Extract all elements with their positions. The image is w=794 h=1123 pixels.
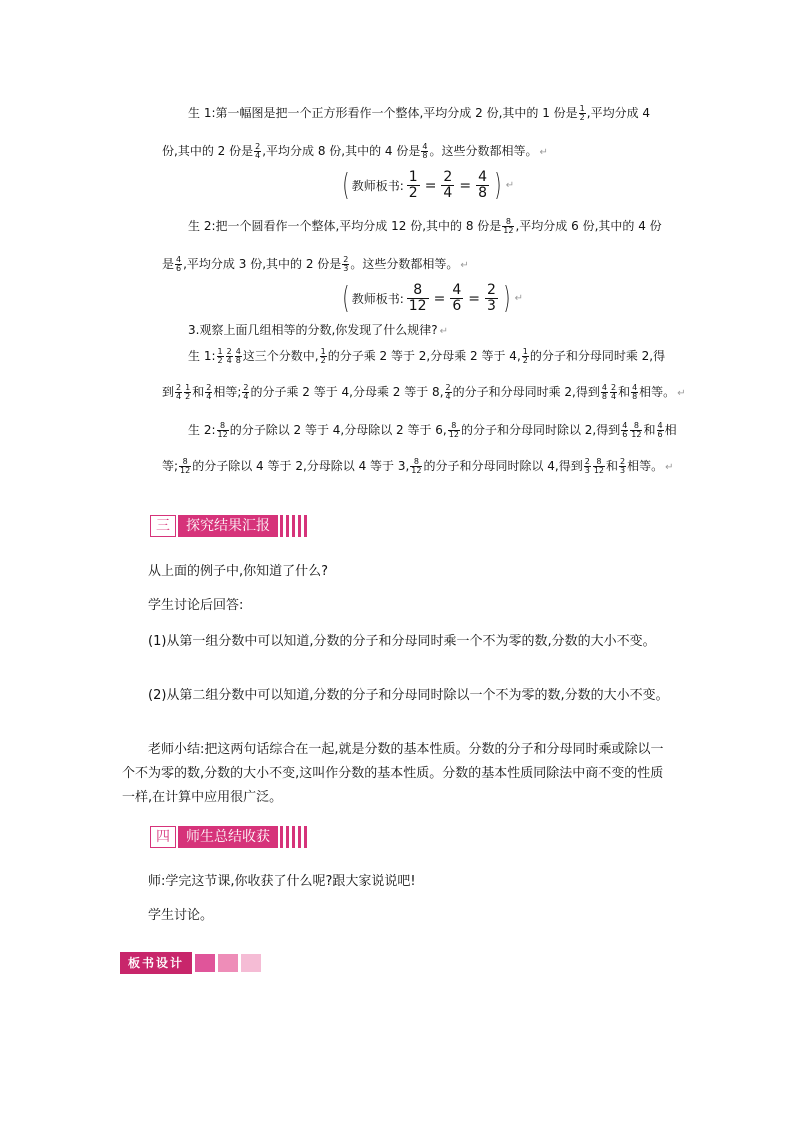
board-design-label: 板书设计 <box>120 952 192 974</box>
fraction: $\frac{8}{12}$ <box>631 421 642 439</box>
answer2-line1: 生 2: $\frac{8}{12}$ 的分子除以 2 等于 4,分母除以 2 等于 6, $\frac{8}{12}$ 的分子和分母同时除以 2,得到 $\frac{4}{6}$ $\frac{8}{12}$ 和 $\frac{4}{6}$ 相 <box>188 421 677 439</box>
board-fraction: $\frac{4}{8}$ <box>478 169 487 201</box>
section-number: 三 <box>150 515 176 537</box>
fraction: $\frac{2}{3}$ <box>584 457 590 475</box>
fraction: $\frac{4}{6}$ <box>622 421 628 439</box>
paragraph: (2)从第二组分数中可以知道,分数的分子和分母同时除以一个不为零的数,分数的大小不变。 <box>148 688 669 703</box>
fraction: $\frac{2}{4}$ <box>226 347 232 365</box>
fraction: $\frac{2}{4}$ <box>206 383 212 401</box>
decor-square <box>218 954 238 972</box>
paragraph: 老师小结:把这两句话综合在一起,就是分数的基本性质。分数的分子和分母同时乘或除以一个不为零的数,分数的大小不变,这叫作分数的基本性质。分数的基本性质同除法中商不变的性质一样,在计算中应用很广泛。 <box>122 742 664 805</box>
section-number: 四 <box>150 826 176 848</box>
fraction: $\frac{1}{2}$ <box>185 383 191 401</box>
fraction-2-4: $\frac{2}{4}$ <box>255 142 261 160</box>
answer1-line1: 生 1: $\frac{1}{2}$ $\frac{2}{4}$ $\frac{4}{8}$ 这三个分数中, $\frac{1}{2}$ 的分子乘 2 等于 2,分母乘 2 等于 4, $\frac{1}{2}$ 的分子和分母同时乘 2,得 <box>188 347 666 365</box>
answer1-line2: 到 $\frac{2}{4}$ $\frac{1}{2}$ 和 $\frac{2}{4}$ 相等; $\frac{2}{4}$ 的分子乘 2 等于 4,分母乘 2 等于 8, $\frac{2}{4}$ 的分子和分母同时乘 2,得到 $\frac{4}{8}$ $\frac{2}{4}$ 和 $\frac{4}{8}$ 相等。 ↵ <box>162 383 686 401</box>
fraction: $\frac{2}{4}$ <box>445 383 451 401</box>
board-fraction: $\frac{1}{2}$ <box>408 169 418 201</box>
fraction-4-8: $\frac{4}{8}$ <box>422 142 428 160</box>
answer2-line2: 等; $\frac{8}{12}$ 的分子除以 4 等于 2,分母除以 4 等于 3, $\frac{8}{12}$ 的分子和分母同时除以 4,得到 $\frac{2}{3}$ $\frac{8}{12}$ 和 $\frac{2}{3}$ 相等。 ↵ <box>162 457 674 475</box>
decor-square <box>241 954 261 972</box>
decor-square <box>195 954 215 972</box>
fraction-2-3: $\frac{2}{3}$ <box>343 255 349 273</box>
section-header-3 <box>150 515 310 537</box>
section-title: 探究结果汇报 <box>178 515 278 537</box>
left-paren: ( <box>342 167 350 203</box>
fraction: $\frac{8}{12}$ <box>593 457 605 475</box>
student2-line1: 生 2:把一个圆看作一个整体,平均分成 12 份,其中的 8 份是 $\frac{8}{12}$ ,平均分成 6 份,其中的 4 份 <box>188 217 662 235</box>
student1-line2: 份,其中的 2 份是 $\frac{2}{4}$ ,平均分成 8 份,其中的 4 份是 $\frac{4}{8}$ 。这些分数都相等。 ↵ <box>162 142 548 160</box>
teacher-board-1: ( 教师板书: $\frac{1}{2}$ = $\frac{2}{4}$ = $\frac{4}{8}$ ) ↵ <box>342 167 515 203</box>
section-header-4 <box>150 826 310 848</box>
fraction: $\frac{2}{4}$ <box>176 383 182 401</box>
board-fraction: $\frac{8}{12}$ <box>408 282 427 314</box>
fraction: $\frac{2}{4}$ <box>243 383 249 401</box>
board-fraction: $\frac{4}{6}$ <box>452 282 462 314</box>
fraction: $\frac{1}{2}$ <box>522 347 528 365</box>
fraction-8-12: $\frac{8}{12}$ <box>503 217 514 235</box>
section-title: 师生总结收获 <box>178 826 278 848</box>
board-label: 教师板书: <box>351 292 404 306</box>
fraction: $\frac{8}{12}$ <box>411 457 422 475</box>
fraction: $\frac{4}{8}$ <box>601 383 607 401</box>
board-design-header <box>120 952 261 974</box>
board-label: 教师板书: <box>351 179 404 193</box>
fraction: $\frac{2}{4}$ <box>610 383 617 401</box>
board-fraction: $\frac{2}{3}$ <box>486 282 496 314</box>
fraction: $\frac{1}{2}$ <box>217 347 223 365</box>
paragraph: 学生讨论。 <box>148 908 214 923</box>
paragraph: 师:学完这节课,你收获了什么呢?跟大家说说吧! <box>148 874 416 889</box>
board-fraction: $\frac{2}{4}$ <box>443 169 453 201</box>
fraction: $\frac{4}{8}$ <box>235 347 241 365</box>
fraction: $\frac{2}{3}$ <box>620 457 626 475</box>
paragraph: 学生讨论后回答: <box>148 598 244 613</box>
fraction: $\frac{8}{12}$ <box>217 421 228 439</box>
fraction-4-6: $\frac{4}{6}$ <box>176 255 182 273</box>
fraction: $\frac{4}{6}$ <box>657 421 663 439</box>
section-decor-bars <box>280 826 310 848</box>
paragraph: (1)从第一组分数中可以知道,分数的分子和分母同时乘一个不为零的数,分数的大小不变。 <box>148 634 656 649</box>
question-3: 3.观察上面几组相等的分数,你发现了什么规律? ↵ <box>188 323 449 337</box>
fraction: $\frac{8}{12}$ <box>180 457 191 475</box>
fraction: $\frac{8}{12}$ <box>448 421 459 439</box>
student2-line2: 是 $\frac{4}{6}$ ,平均分成 3 份,其中的 2 份是 $\frac{2}{3}$ 。这些分数都相等。 ↵ <box>162 255 469 273</box>
section-decor-bars <box>280 515 310 537</box>
paragraph: 从上面的例子中,你知道了什么? <box>148 564 329 579</box>
student1-line1: 生 1:第一幅图是把一个正方形看作一个整体,平均分成 2 份,其中的 1 份是 $\frac{1}{2}$ ,平均分成 4 <box>188 104 651 122</box>
right-paren: ) <box>494 167 502 203</box>
fraction: $\frac{1}{2}$ <box>320 347 326 365</box>
teacher-board-2: ( 教师板书: $\frac{8}{12}$ = $\frac{4}{6}$ = $\frac{2}{3}$ ) ↵ <box>342 280 524 316</box>
fraction: $\frac{4}{8}$ <box>632 383 638 401</box>
return-mark: ↵ <box>539 147 548 158</box>
fraction-1-2: $\frac{1}{2}$ <box>579 104 585 122</box>
